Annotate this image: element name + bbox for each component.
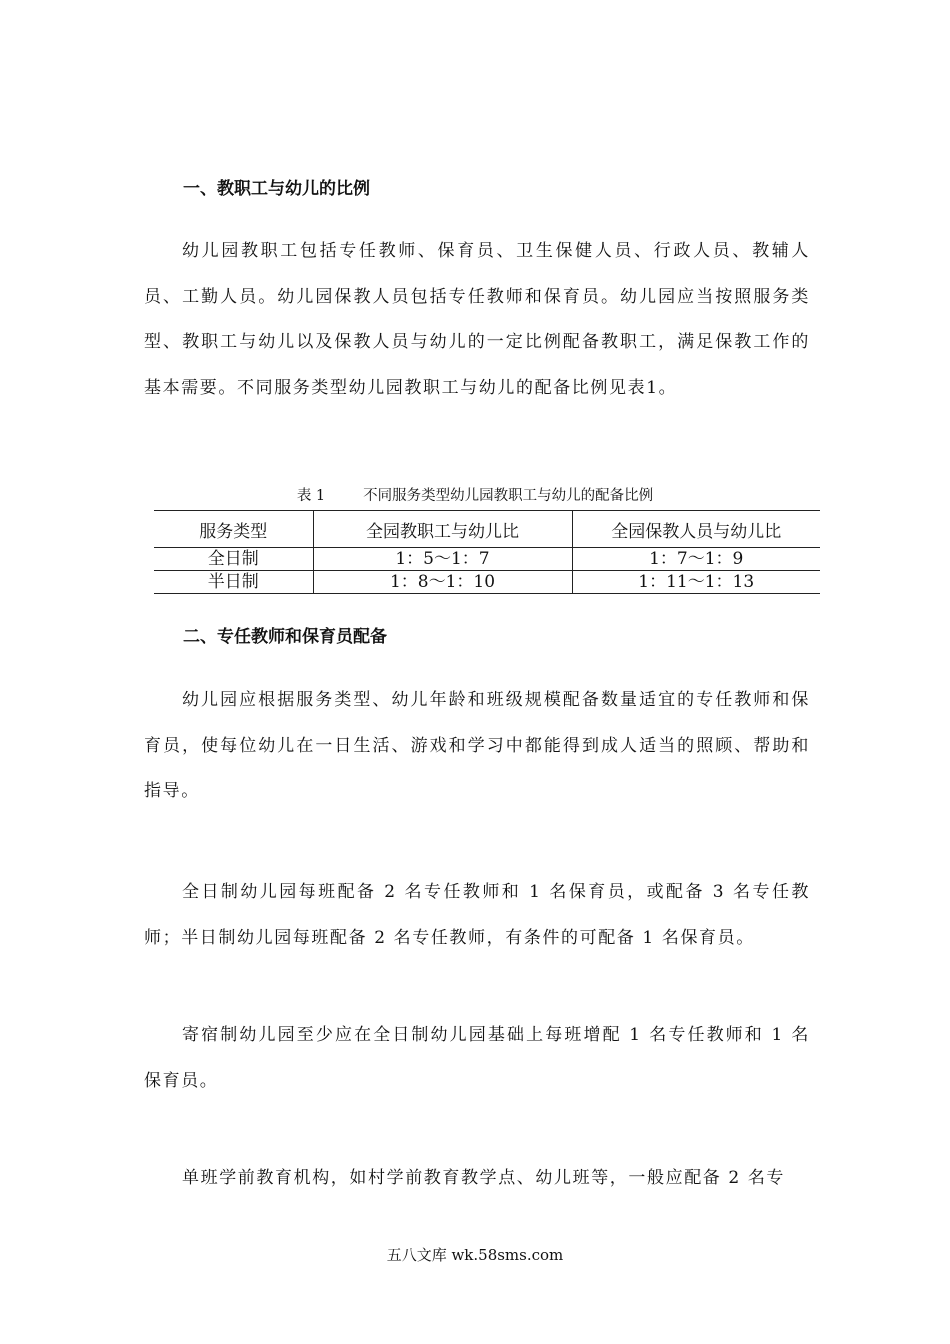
section-heading-staff-ratio: 一、教职工与幼儿的比例 <box>183 179 370 199</box>
table-cell-service-type: 半日制 <box>154 571 313 594</box>
table-header-cell: 全园教职工与幼儿比 <box>313 511 572 548</box>
table-caption <box>0 484 950 505</box>
table-header-row <box>154 511 820 548</box>
paragraph-staffing-principle: 幼儿园应根据服务类型、幼儿年龄和班级规模配备数量适宜的专任教师和保育员，使每位幼儿在一日生活、游戏和学习中都能得到成人适当的照顾、帮助和指导。 <box>144 690 810 802</box>
paragraph-single-class: 单班学前教育机构，如村学前教育教学点、幼儿班等，一般应配备 2 名专 <box>182 1168 786 1188</box>
table-row <box>154 548 820 571</box>
table-cell-staff-ratio: 1：5～1：7 <box>313 548 572 571</box>
table-header-cell: 服务类型 <box>154 511 313 548</box>
table-cell-teaching-ratio: 1：7～1：9 <box>572 548 820 571</box>
table-caption-number: 表 1 <box>296 488 326 504</box>
staff-ratio-table <box>154 510 820 594</box>
footer-watermark: 五八文库 wk.58sms.com <box>386 1246 564 1264</box>
paragraph-staff-composition: 幼儿园教职工包括专任教师、保育员、卫生保健人员、行政人员、教辅人员、工勤人员。幼儿园保教人员包括专任教师和保育员。幼儿园应当按照服务类型、教职工与幼儿以及保教人员与幼儿的一定比例配备教职工，满足保教工作的基本需要。不同服务类型幼儿园教职工与幼儿的配备比例见表1。 <box>144 241 810 398</box>
section-heading-teachers-caregivers: 二、专任教师和保育员配备 <box>183 627 387 647</box>
table-row <box>154 571 820 594</box>
table-header-cell: 全园保教人员与幼儿比 <box>572 511 820 548</box>
table-cell-staff-ratio: 1：8～1：10 <box>313 571 572 594</box>
paragraph-boarding: 寄宿制幼儿园至少应在全日制幼儿园基础上每班增配 1 名专任教师和 1 名保育员。 <box>144 1025 810 1091</box>
paragraph-full-half-day: 全日制幼儿园每班配备 2 名专任教师和 1 名保育员，或配备 3 名专任教师；半日制幼儿园每班配备 2 名专任教师，有条件的可配备 1 名保育员。 <box>144 882 810 948</box>
table-cell-service-type: 全日制 <box>154 548 313 571</box>
table-cell-teaching-ratio: 1：11～1：13 <box>572 571 820 594</box>
table-caption-title: 不同服务类型幼儿园教职工与幼儿的配备比例 <box>363 488 654 504</box>
